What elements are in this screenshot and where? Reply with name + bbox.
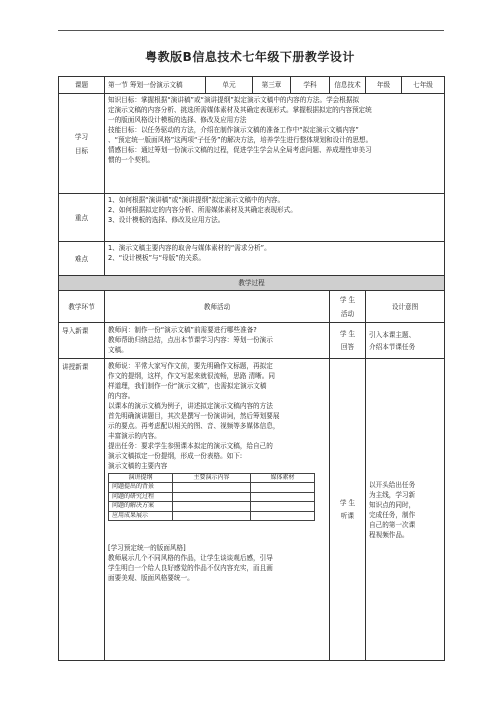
lesson-student-line: 学 生 [339,499,356,507]
topic-row [59,77,445,94]
process-header-row [59,276,445,291]
subject-label: 学科 [291,77,330,94]
grade-value: 七年级 [402,77,445,94]
goals-line: 知识目标：掌握根据“演讲稿”或“演讲提纲”拟定演示文稿中的内容的方法。学会根据拟 [108,96,360,104]
intro-teacher-line: 文稿。 [108,346,128,354]
outline-empty-cell [173,511,251,520]
intro-intent [366,323,445,359]
intro-intent-line: 介绍本节课任务 [369,342,416,351]
intro-row [59,323,445,359]
lesson-teacher-line: 示的要点。再考虑配以相关的图、音、视频等多媒体信息， [108,422,280,430]
student-header [330,291,366,323]
outline-cell: 问题提出的背景 [109,483,173,492]
lesson-teacher-line: 演示文稿拟定一份提纲，形成一份表格。如下: [108,452,243,460]
goals-line: 、“预定统一版面风格”这两项“子任务”的解决方法，培养学生进行整体规划和设计的思想。 [108,136,373,144]
student-header-line: 学 生 [339,295,356,304]
intro-stage: 导入新课 [59,323,105,359]
lesson-teacher-line: 样道理，我们制作一份“演示文稿”，也需拟定演示文稿 [108,382,267,390]
process-column-headers [59,291,445,323]
lesson-intent-line: 自己的第一次课 [369,520,416,529]
outline-empty-cell [251,492,315,501]
goals-label-line: 目标 [74,146,89,155]
intro-teacher [105,323,330,359]
key-points-row [59,194,445,242]
teacher-header: 教师活动 [105,291,330,323]
header-rule [58,30,444,31]
outline-subtable-header [109,474,315,483]
goals-label-line: 学习 [74,132,89,141]
topic-label: 课题 [59,77,105,94]
lesson-intent-line: 为主线，学习新 [369,490,416,499]
grade-label: 年级 [366,77,402,94]
outline-empty-cell [251,483,315,492]
lesson-intent-line: 知识点的同时， [369,500,416,509]
lesson-teacher-line: 首先明确演讲题目，其次是撰写一份演讲词，然后筹划要展 [108,412,280,420]
outline-empty-cell [251,511,315,520]
goals-content [105,94,445,194]
lesson-teacher-line: 作文的提纲，这样，作文写起来就很流畅，思路 清晰。同 [108,372,275,380]
lesson-intent-line: 完成任务，制作 [369,510,416,519]
process-header: 教学过程 [59,276,445,291]
difficult-points-row [59,242,445,276]
key-points-content [105,194,445,242]
outline-cell: 问题的研究过程 [109,492,173,501]
outline-header-cell: 演讲提纲 [109,474,173,483]
goals-line: 技能目标：以任务驱动的方法，介绍在制作演示文稿的准备工作中“拟定演示文稿内容” [108,126,359,134]
outline-header-cell: 主要演示内容 [173,474,251,483]
intro-intent-line: 引入本课主题、 [369,330,416,339]
lesson-teacher-line: 以课本的演示文稿为例子，讲述拟定演示文稿内容的方法 [108,402,273,410]
outline-empty-cell [251,502,315,511]
lesson-teacher-line: 面要美观、版面风格要统一。 [108,574,194,583]
goals-row [59,94,445,194]
unit-label: 单元 [206,77,253,94]
lesson-teacher-line: 演示文稿的主要内容 [108,462,168,470]
outline-empty-cell [173,492,251,501]
outline-subtable-row [109,492,315,501]
stage-header: 教学环节 [59,291,105,323]
lesson-stage: 讲授新课 [59,359,105,661]
lesson-student-line: 听课 [340,512,355,520]
intro-teacher-line: 教师问：制作一份“演示文稿”前需要进行哪些准备? [108,326,257,334]
lesson-teacher-line: 提出任务：要求学生参照课本拟定的演示文稿，给自己的 [108,442,273,450]
intent-header: 设计意图 [366,291,445,323]
goals-line: 情感目标：通过筹划一份演示文稿的过程，促进学生学会从全局考虑问题、养成理性审美习 [108,146,372,154]
intro-student-line: 回答 [340,343,355,351]
difficult-points-label: 难点 [59,242,105,276]
outline-empty-cell [173,502,251,511]
outline-subtable-row [109,483,315,492]
lesson-student [330,359,366,661]
intro-student-line: 学 生 [339,330,356,338]
outline-subtable-row [109,511,315,520]
student-header-line: 活动 [340,309,355,318]
unit-value: 第三章 [253,77,291,94]
intro-teacher-line: 教师帮助归纳总结，点出本节课学习内容：筹划一份演示 [108,336,273,344]
key-point-line: 1、如何根据“演讲稿”或“演讲提纲”拟定演示文稿中的内容。 [108,196,285,204]
outline-subtable [108,473,315,521]
lesson-intent-line: 以开头给出任务 [369,480,416,489]
difficult-point-line: 1、演示文稿主要内容的取舍与媒体素材的“需求分析”。 [108,244,271,252]
key-points-label: 重点 [59,194,105,242]
outline-subtable-row [109,502,315,511]
difficult-points-content [105,242,445,276]
lesson-teacher-line: 教师说：平常大家写作文前，要先明确作文标题，再拟定 [108,362,273,370]
goals-label [59,94,105,194]
key-point-line: 3、设计模板的选择、修改及应用方法。 [108,216,225,224]
lesson-plan-table [58,76,445,661]
outline-header-cell: 媒体素材 [251,474,315,483]
lesson-teacher-line: 的内容。 [108,392,135,400]
goals-line: 惯的一个契机。 [108,156,155,164]
goals-line: 定演示文稿的内容分析、挑选所需媒体素材及其确定表现形式。掌握根据拟定的内容预定统 [108,106,372,114]
document-title: 粤教版B信息技术七年级下册教学设计 [145,50,355,64]
topic-value: 第一节 筹划一份演示文稿 [105,77,206,94]
lesson-teacher-line: [学习预定统一的版面风格] [108,544,186,553]
lesson-teacher-line: 教师展示几个不同风格的作品，让学生谈谈观后感，引导 [108,554,273,563]
lesson-row [59,359,445,661]
lesson-teacher-line: 学生明白一个给人良好感觉的作品不仅内容充实，而且画 [108,564,273,573]
lesson-intent [366,359,445,661]
lesson-intent-line: 程视频作品。 [369,530,409,539]
difficult-point-line: 2、“设计模板”与“母版”的关系。 [108,254,205,262]
subject-value: 信息技术 [330,77,366,94]
outline-cell: 问题的解决方案 [109,502,173,511]
lesson-teacher-line: 丰富演示的内容。 [108,432,161,440]
intro-student [330,323,366,359]
goals-line: 一的版面风格设计模板的选择、修改及应用方法 [108,116,247,124]
key-point-line: 2、如何根据拟定的内容分析、所需媒体素材及其确定表现形式。 [108,206,297,214]
lesson-teacher [105,359,330,661]
outline-cell: 应用成果展示 [109,511,173,520]
outline-empty-cell [173,483,251,492]
